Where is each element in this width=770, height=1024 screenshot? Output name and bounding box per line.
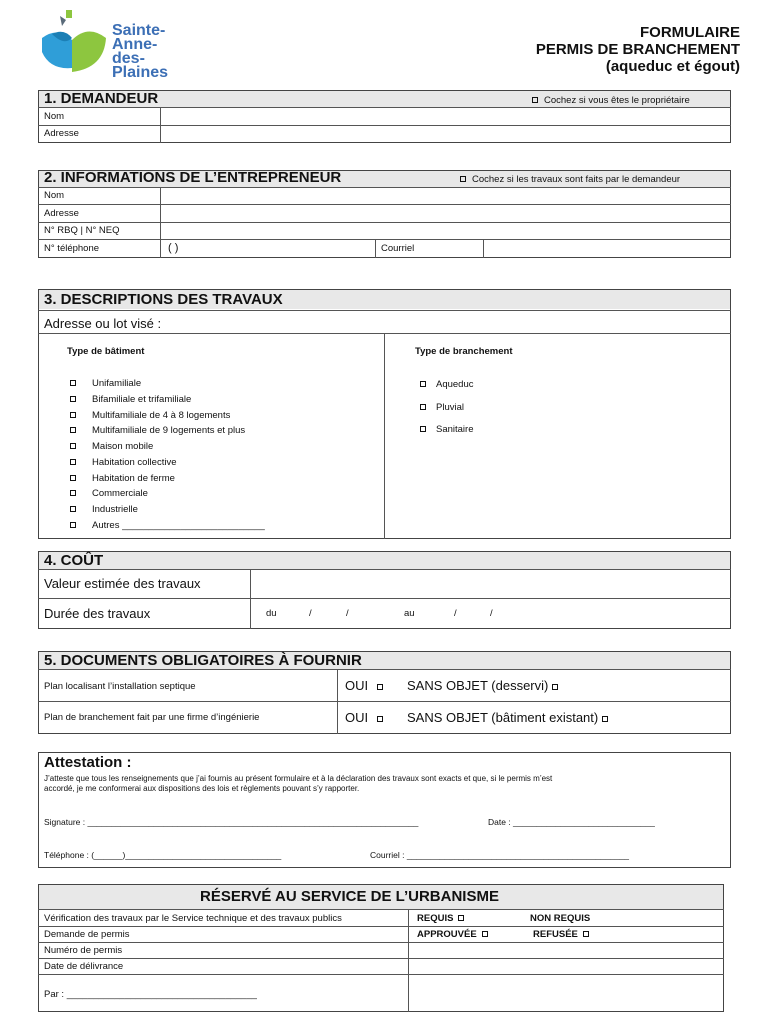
batiment-option[interactable]: Autres ___________________________ bbox=[70, 520, 265, 531]
batiment-option[interactable]: Industrielle bbox=[70, 504, 138, 515]
phone-paren: ( ) bbox=[168, 242, 179, 254]
nom-label: Nom bbox=[44, 111, 65, 122]
logo-line-1: Sainte- bbox=[112, 22, 166, 39]
requis-checkbox[interactable]: REQUIS bbox=[417, 913, 470, 924]
batiment-option[interactable]: Multifamiliale de 9 logements et plus bbox=[70, 425, 245, 436]
section-4-title: 4. COÛT bbox=[44, 552, 104, 569]
numero-permis-label: Numéro de permis bbox=[44, 945, 123, 956]
sans-objet-checkbox-1[interactable]: SANS OBJET (desservi) bbox=[407, 678, 564, 693]
oui-checkbox-2[interactable]: OUI bbox=[345, 710, 389, 725]
batiment-option[interactable]: Habitation collective bbox=[70, 457, 177, 468]
date-slash: / bbox=[346, 608, 349, 619]
valeur-label: Valeur estimée des travaux bbox=[44, 576, 201, 591]
batiment-option[interactable]: Commerciale bbox=[70, 488, 148, 499]
approuvee-checkbox[interactable]: APPROUVÉE bbox=[417, 929, 494, 940]
batiment-option[interactable]: Habitation de ferme bbox=[70, 473, 175, 484]
duree-label: Durée des travaux bbox=[44, 606, 151, 621]
sans-objet-checkbox-2[interactable]: SANS OBJET (bâtiment existant) bbox=[407, 710, 614, 725]
branchement-option[interactable]: Aqueduc bbox=[420, 379, 474, 390]
date-field[interactable]: Date : ______________________________ bbox=[488, 817, 655, 827]
section-5-title: 5. DOCUMENTS OBLIGATOIRES À FOURNIR bbox=[44, 652, 362, 669]
entrepreneur-adresse-label: Adresse bbox=[44, 208, 79, 219]
branchement-option[interactable]: Pluvial bbox=[420, 402, 464, 413]
demande-permis-label: Demande de permis bbox=[44, 929, 130, 940]
batiment-option[interactable]: Maison mobile bbox=[70, 441, 153, 452]
attestation-title: Attestation : bbox=[44, 754, 132, 771]
branchement-option[interactable]: Sanitaire bbox=[420, 424, 474, 435]
section-2-title: 2. INFORMATIONS DE L’ENTREPRENEUR bbox=[44, 169, 342, 186]
date-slash: / bbox=[309, 608, 312, 619]
date-slash: / bbox=[454, 608, 457, 619]
header-subtitle: PERMIS DE BRANCHEMENT bbox=[535, 41, 740, 58]
date-delivrance-label: Date de délivrance bbox=[44, 961, 124, 972]
refusee-checkbox[interactable]: REFUSÉE bbox=[533, 929, 595, 940]
attestation-telephone-field[interactable]: Téléphone : (______)_________________________________ bbox=[44, 850, 282, 860]
par-field[interactable]: Par : ____________________________________ bbox=[44, 989, 257, 1000]
logo-line-4: Plaines bbox=[112, 64, 169, 81]
signature-field[interactable]: Signature : ______________________________________________________________________ bbox=[44, 817, 419, 827]
du-label: du bbox=[266, 608, 277, 619]
courriel-label: Courriel bbox=[381, 243, 415, 254]
logo-line-3: des- bbox=[112, 50, 145, 67]
au-label: au bbox=[404, 608, 415, 619]
batiment-option[interactable]: Bifamiliale et trifamiliale bbox=[70, 394, 191, 405]
section-1-title: 1. DEMANDEUR bbox=[44, 90, 159, 107]
demandeur-adresse-field[interactable] bbox=[162, 126, 729, 142]
logo-line-2: Anne- bbox=[112, 36, 158, 53]
contractor-checkbox[interactable]: Cochez si les travaux sont faits par le demandeur bbox=[460, 174, 680, 185]
adresse-lot-label: Adresse ou lot visé : bbox=[44, 316, 162, 331]
date-slash: / bbox=[490, 608, 493, 619]
doc-ingenierie-label: Plan de branchement fait par une firme d’ingénierie bbox=[44, 712, 260, 723]
rbq-neq-label: N° RBQ | N° NEQ bbox=[44, 225, 120, 236]
oui-checkbox-1[interactable]: OUI bbox=[345, 678, 389, 693]
attestation-text-1: J’atteste que tous les renseignements que j’ai fournis au présent formulaire et à la déclaration des travaux sont exacts et que, si le permis m’est bbox=[44, 774, 553, 783]
verification-label: Vérification des travaux par le Service technique et des travaux publics bbox=[44, 913, 342, 924]
non-requis-label[interactable]: NON REQUIS bbox=[530, 913, 591, 924]
header-subtitle-2: (aqueduc et égout) bbox=[605, 58, 740, 75]
entrepreneur-nom-label: Nom bbox=[44, 190, 65, 201]
type-branchement-label: Type de branchement bbox=[415, 346, 513, 357]
telephone-label: N° téléphone bbox=[44, 243, 100, 254]
batiment-option[interactable]: Multifamiliale de 4 à 8 logements bbox=[70, 410, 230, 421]
header-title: FORMULAIRE bbox=[640, 24, 740, 41]
urbanisme-title: RÉSERVÉ AU SERVICE DE L’URBANISME bbox=[200, 888, 499, 905]
attestation-courriel-field[interactable]: Courriel : _______________________________________________ bbox=[370, 850, 630, 860]
form-header bbox=[536, 24, 740, 75]
owner-checkbox[interactable]: Cochez si vous êtes le propriétaire bbox=[532, 95, 690, 106]
adresse-label: Adresse bbox=[44, 128, 79, 139]
demandeur-nom-field[interactable] bbox=[162, 108, 729, 124]
batiment-option[interactable]: Unifamiliale bbox=[70, 378, 141, 389]
valeur-field[interactable] bbox=[252, 570, 729, 597]
attestation-text-2: accordé, je me conformerai aux dispositions des lois et règlements pouvant s’y rapporter. bbox=[44, 784, 360, 793]
doc-septique-label: Plan localisant l’installation septique bbox=[44, 681, 196, 692]
type-batiment-label: Type de bâtiment bbox=[67, 346, 145, 357]
section-3-title: 3. DESCRIPTIONS DES TRAVAUX bbox=[44, 291, 283, 308]
logo-leaf-icon bbox=[38, 8, 108, 78]
logo bbox=[38, 8, 188, 81]
